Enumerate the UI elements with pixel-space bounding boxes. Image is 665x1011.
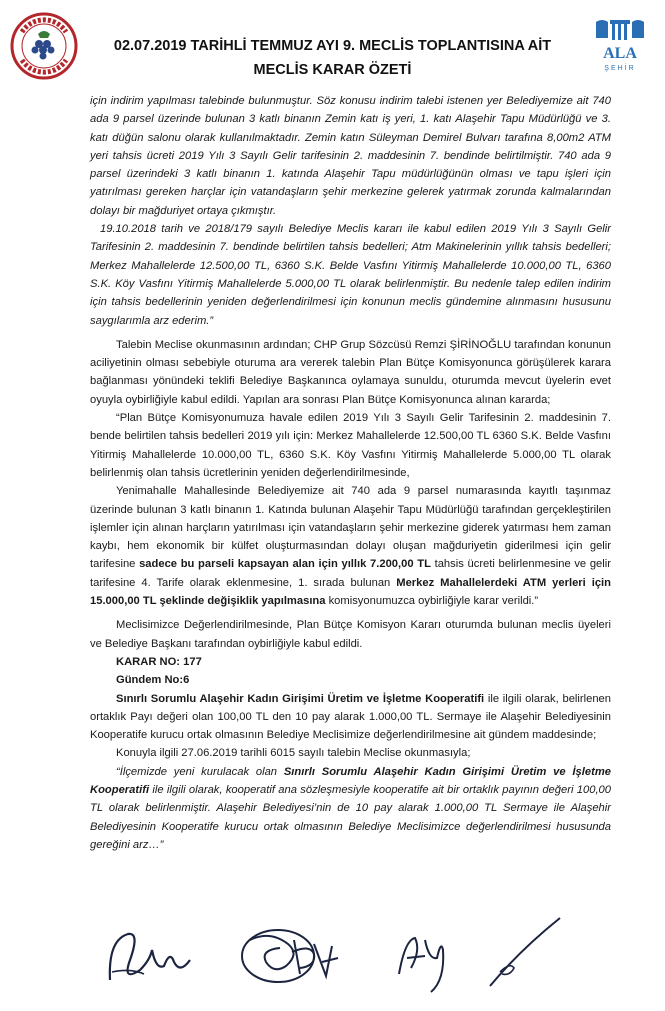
signature-2 — [230, 910, 345, 1000]
paragraph-cooperative-quote — [90, 763, 611, 854]
decision-text: tahsis ücreti belirlenmesine ve gelir tarifesine 4. Tarife olarak eklenmesine, 1. sırada bulunan — [90, 558, 611, 589]
cooperative-text: ile ilgili olarak, belirlenen ortaklık Payı değeri olan 100,00 TL den 10 pay alarak 1.000,00 TL. Sermaye ile Alaşehir Belediyesinin Kooperatife kurucu ortak olmasının Belediye Meclisimize değerlendirilmesine ait gündem maddesinde; — [90, 692, 611, 742]
decision-highlight-fee: sadece bu parseli kapsayan alan için yıllık 7.200,00 TL — [139, 558, 431, 571]
paragraph-request-continued: için indirim yapılması talebinde bulunmuştur. Söz konusu indirim talebi istenen yer Belediyemize ait 740 ada 9 parsel üzerinde bulunan 3 katlı binanın Zemin katı iş yeri, 1. katı Alaşehir Tapu Müdürlüğü ve 3. katı düğün salonu olarak kullanılmaktadır. Zemin katın Süleyman Demirel Bulvarı tarafına 8,00m2 ATM yeri tahsis ücreti 2019 Yılı 3 Sayılı Gelir tarifesinin 2. maddesinin 7. bendinde belirtilmiştir. 740 ada 9 parsel üzerindeki 3 katlı binanın 1. katında Alaşehir Tapu müdürlüğünün olması ve tapu işleri için yatırılması gereken harçlar için vatandaşların şehir merkezine gelerek yatırmak zorunda kalmalarından dolayı bir mağduriyet ortaya çıkmıştır. — [90, 95, 611, 217]
page-header — [0, 0, 665, 95]
cooperative-name: Sınırlı Sorumlu Alaşehir Kadın Girişimi Üretim ve İşletme Kooperatifi — [90, 765, 611, 796]
decision-highlight-atm: Merkez Mahallelerdeki ATM yerleri için 15.000,00 TL şeklinde değişiklik yapılmasına — [90, 576, 612, 608]
quote-text: “İlçemizde yeni kurulacak olan — [116, 765, 284, 778]
paragraph-council-approval: Meclisimizce Değerlendirilmesinde, Plan Bütçe Komisyon Kararı oturumda bulunan meclis üyeleri ve Belediye Başkanı tarafından oybirliğiyle kabul edildi. — [90, 619, 611, 650]
document-body — [90, 92, 611, 854]
page-subtitle: MECLİS KARAR ÖZETİ — [253, 62, 412, 78]
signature-1 — [100, 910, 200, 1000]
paragraph-cooperative — [90, 690, 611, 745]
paragraph-committee-decision — [90, 482, 611, 610]
municipality-seal-logo — [10, 12, 78, 80]
cooperative-name: Sınırlı Sorumlu Alaşehir Kadın Girişimi Üretim ve İşletme Kooperatifi — [116, 692, 485, 705]
ala-sehir-brand-logo — [588, 14, 652, 78]
logo-word-ala: ALA — [603, 45, 637, 62]
agenda-number: Gündem No:6 — [116, 674, 190, 687]
decision-text: komisyonumuzca oybirliğiyle karar verildi.” — [325, 595, 539, 608]
page-title: 02.07.2019 TARİHLİ TEMMUZ AYI 9. MECLİS TOPLANTISINA AİT — [113, 38, 552, 54]
signature-4 — [480, 910, 570, 1000]
quote-text: ile ilgili olarak, kooperatif ana sözleşmesiyle kooperatife ait bir ortaklık payının değeri 100,00 TL olarak belirlenmiştir. Alaşehir Belediyesi’nin de 10 pay alarak 1.000,00 TL Sermaye ile Alaşehir Belediyesinin Kooperatife kurucu ortak olmasının Belediye Meclisimizce değerlendirilmesi hususunda gereğini arz…” — [90, 783, 611, 851]
decision-text: Yenimahalle Mahallesinde Belediyemize ait 740 ada 9 parsel numarasında kayıtlı taşınmaz üzerinde bulunan 3 katlı binanın 1. Katında bulunan Alaşehir Tapu Müdürlüğü tarafından gerçekleştirilen işlemler için alınan harçların yatırılması için vatandaşların şehir merkezine giderek yatırması hem zaman kaybı, hem ekonomik bir külfet oluşturmasından dolayı oluşan mağduriyetin giderilmesi için gelir tarifesine — [90, 485, 611, 571]
paragraph-request-reading: Konuyla ilgili 27.06.2019 tarihli 6015 sayılı talebin Meclise okunmasıyla; — [116, 747, 471, 760]
paragraph-council-reading: Talebin Meclise okunmasının ardından; CHP Grup Sözcüsü Remzi ŞİRİNOĞLU tarafından konunun aciliyetinin olması sebebiyle oturuma ara vererek talebin Plan Bütçe Komisyonunca görüşülerek karara bağlanması yönündeki teklifi Belediye Başkanınca oylamaya sunuldu, oturumda mevcut üyelerin evet oyuyla oybirliğiyle kabul edildi. Yapılan ara sonrası Plan Bütçe Komisyonunca alınan kararda; — [90, 338, 611, 406]
paragraph-tariff-history: 19.10.2018 tarih ve 2018/179 sayılı Belediye Meclis kararı ile kabul edilen 2019 Yılı 3 Sayılı Gelir Tarifesinin 2. maddesinin 7. bendinde belirtilen tahsis bedelleri; Atm Makinelerinin yıllık tahsis bedelleri; Merkez Mahallelerde 12.500,00 TL, 6360 S.K. Belde Vasfını Yitirmiş Mahallelerde 10.000,00 TL, 6360 S.K. Köy Vasfını Yitirmiş Mahallelerde 5.000,00 TL olarak belirlenmiştir. Bu nedenle talep edilen indirim için tahsis bedellerinin yeniden değerlendirilmesi için konunun meclis gündemine alınmasını hususunu saygılarımla arz ederim.” — [90, 223, 611, 327]
logo-word-sehir: ŞEHİR — [604, 65, 636, 72]
signature-3 — [385, 910, 455, 1000]
decision-number: KARAR NO: 177 — [116, 655, 202, 668]
paragraph-committee-quote: “Plan Bütçe Komisyonumuza havale edilen 2019 Yılı 3 Sayılı Gelir Tarifesinin 2. maddesinin 7. bende belirtilen tahsis bedelleri 2019 yılı için: Merkez Mahallelerde 12.500,00 TL 6360 S.K. Belde Vasfını Yitirmiş Mahallelerde 10.000,00 TL, 6360 S.K. Köy Vasfını Yitirmiş Mahallelerde 5.000,00 TL olarak belirlenmiş olan tahsis ücretlerinin yeniden değerlendirilmesinde, — [90, 412, 611, 479]
